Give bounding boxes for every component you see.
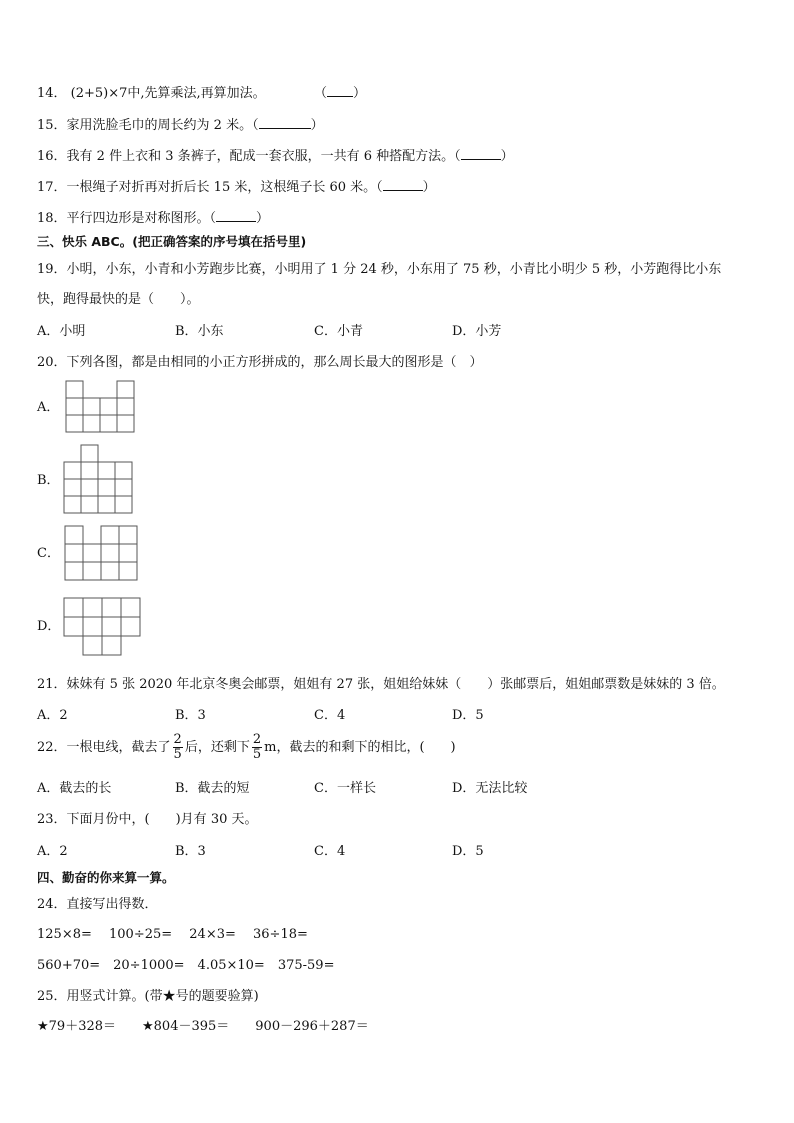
q19-option-a[interactable]: A．小明 bbox=[37, 324, 86, 339]
question-20: 20．下列各图，都是由相同的小正方形拼成的，那么周长最大的图形是（ ） bbox=[37, 355, 483, 370]
question-22-prefix: 22．一根电线，截去了 bbox=[37, 740, 171, 755]
fraction-two-fifths-2: $\frac{2}{5}$ bbox=[252, 732, 262, 762]
q20-figure-b[interactable] bbox=[63, 444, 135, 516]
q19-option-b[interactable]: B．小东 bbox=[175, 324, 224, 339]
question-21: 21．妹妹有 5 张 2020 年北京冬奥会邮票，姐姐有 27 张，姐姐给妹妹（ ）张邮票后，姐姐邮票数是妹妹的 3 倍。 bbox=[37, 677, 725, 692]
question-14: 14． (2+5)×7中,先算乘法,再算加法。 （ ） bbox=[37, 83, 366, 103]
answer-blank-18[interactable] bbox=[216, 208, 256, 222]
q19-option-c[interactable]: C．小青 bbox=[314, 324, 363, 339]
q21-option-c[interactable]: C．4 bbox=[314, 708, 346, 723]
q20-label-c[interactable]: C． bbox=[37, 546, 60, 561]
q23-option-c[interactable]: C．4 bbox=[314, 844, 346, 859]
q23-option-b[interactable]: B．3 bbox=[175, 844, 206, 859]
q23-option-a[interactable]: A．2 bbox=[37, 844, 68, 859]
q22-option-d[interactable]: D．无法比较 bbox=[452, 781, 528, 796]
question-22 bbox=[37, 733, 456, 763]
q22-option-c[interactable]: C．一样长 bbox=[314, 781, 376, 796]
q21-option-d[interactable]: D．5 bbox=[452, 708, 484, 723]
question-14-text: 14． (2+5)×7中,先算乘法,再算加法。 bbox=[37, 86, 266, 101]
answer-blank-16[interactable] bbox=[461, 146, 501, 160]
q23-option-d[interactable]: D．5 bbox=[452, 844, 484, 859]
q20-label-d[interactable]: D． bbox=[37, 619, 61, 634]
question-24: 24．直接写出得数． bbox=[37, 897, 158, 912]
q20-label-b[interactable]: B． bbox=[37, 473, 60, 488]
q20-label-a[interactable]: A． bbox=[37, 400, 60, 415]
question-22-middle: 后，还剩下 bbox=[184, 740, 250, 755]
question-23: 23．下面月份中，( )月有 30 天。 bbox=[37, 812, 258, 827]
q21-option-a[interactable]: A．2 bbox=[37, 708, 68, 723]
q19-option-d[interactable]: D．小芳 bbox=[452, 324, 502, 339]
section-4-heading: 四、勤奋的你来算一算。 bbox=[37, 870, 175, 885]
question-17-text: 17．一根绳子对折再对折后长 15 米，这根绳子长 60 米。（ bbox=[37, 180, 383, 195]
question-19-line1: 19．小明，小东，小青和小芳跑步比赛，小明用了 1 分 24 秒，小东用了 75 秒，小青比小明少 5 秒，小芳跑得比小东 bbox=[37, 262, 722, 277]
question-24-row1: 125×8= 100÷25= 24×3= 36÷18= bbox=[37, 927, 308, 942]
question-18-text: 18．平行四边形是对称图形。（ bbox=[37, 211, 217, 226]
question-22-suffix: m，截去的和剩下的相比，( ) bbox=[264, 740, 456, 755]
question-15-text: 15．家用洗脸毛巾的周长约为 2 米。（ bbox=[37, 118, 259, 133]
answer-blank-17[interactable] bbox=[383, 177, 423, 191]
question-16: 16．我有 2 件上衣和 3 条裤子，配成一套衣服，一共有 6 种搭配方法。（ ） bbox=[37, 146, 514, 166]
q20-figure-a[interactable] bbox=[65, 380, 137, 436]
question-16-text: 16．我有 2 件上衣和 3 条裤子，配成一套衣服，一共有 6 种搭配方法。（ bbox=[37, 149, 461, 164]
question-15: 15．家用洗脸毛巾的周长约为 2 米。（ ） bbox=[37, 115, 324, 135]
question-24-row2: 560+70= 20÷1000= 4.05×10= 375-59= bbox=[37, 958, 335, 973]
question-17: 17．一根绳子对折再对折后长 15 米，这根绳子长 60 米。（ ） bbox=[37, 177, 436, 197]
question-25-row: ★79＋328＝ ★804－395＝ 900－296＋287＝ bbox=[37, 1019, 369, 1034]
question-25: 25．用竖式计算。(带★号的题要验算) bbox=[37, 989, 259, 1004]
fraction-two-fifths-1: $\frac{2}{5}$ bbox=[173, 732, 182, 762]
answer-blank-15[interactable] bbox=[259, 115, 311, 129]
section-3-heading: 三、快乐 ABC。(把正确答案的序号填在括号里) bbox=[37, 234, 307, 249]
answer-blank-14[interactable] bbox=[327, 83, 353, 97]
q20-figure-c[interactable] bbox=[64, 525, 140, 583]
q22-option-b[interactable]: B．截去的短 bbox=[175, 781, 250, 796]
q21-option-b[interactable]: B．3 bbox=[175, 708, 206, 723]
question-19-line2: 快，跑得最快的是（ ）。 bbox=[37, 292, 200, 307]
q22-option-a[interactable]: A．截去的长 bbox=[37, 781, 112, 796]
question-18: 18．平行四边形是对称图形。（ ） bbox=[37, 208, 269, 228]
q20-figure-d[interactable] bbox=[63, 597, 143, 657]
